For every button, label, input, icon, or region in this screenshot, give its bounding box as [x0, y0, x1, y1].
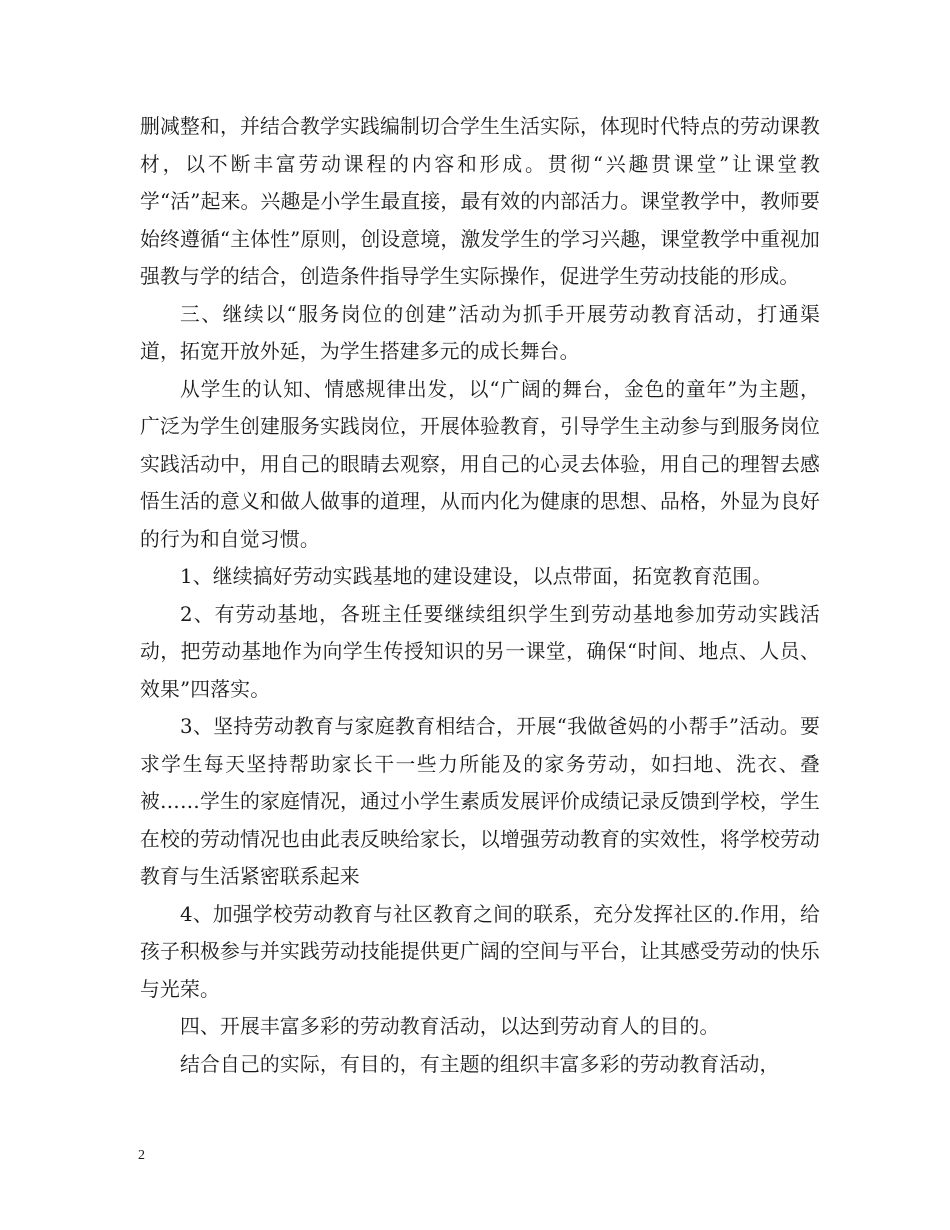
paragraph-section-four-body: 结合自己的实际，有目的，有主题的组织丰富多彩的劳动教育活动，	[180, 1052, 780, 1076]
paragraph-section-three-body: 从学生的认知、情感规律出发，以“广阔的舞台，金色的童年”为主题，广泛为学生创建服务实践岗位，开展体验教育，引导学生主动参与到服务岗位实践活动中，用自己的眼睛去观察，用自己的心灵去体验，用自己的理智去感悟生活的意义和做人做事的道理，从而内化为健康的思想、品格，外显为良好的行为和自觉习惯。	[140, 377, 820, 551]
paragraph-item-1: 1、继续搞好劳动实践基地的建设建设，以点带面，拓宽教育范围。	[180, 565, 773, 588]
paragraph-item-3: 3、坚持劳动教育与家庭教育相结合，开展“我做爸妈的小帮手”活动。要求学生每天坚持帮助家长干一些力所能及的家务劳动，如扫地、洗衣、叠被……学生的家庭情况，通过小学生素质发展评价成绩记录反馈到学校，学生在校的劳动情况也由此表反映给家长，以增强劳动教育的实效性，将学校劳动教育与生活紧密联系起来	[140, 715, 820, 888]
paragraph-item-2: 2、有劳动基地，各班主任要继续组织学生到劳动基地参加劳动实践活动，把劳动基地作为向学生传授知识的另一课堂，确保“时间、地点、人员、效果”四落实。	[140, 602, 820, 701]
page-number: 2	[138, 1148, 145, 1163]
paragraph-section-three-heading: 三、继续以“服务岗位的创建”活动为抓手开展劳动教育活动，打通渠道，拓宽开放外延，为学生搭建多元的成长舞台。	[140, 302, 820, 363]
paragraph-continued: 删减整和，并结合教学实践编制切合学生生活实际，体现时代特点的劳动课教材，以不断丰富劳动课程的内容和形成。贯彻“兴趣贯课堂”让课堂教学“活”起来。兴趣是小学生最直接，最有效的内部活力。课堂教学中，教师要始终遵循“主体性”原则，创设意境，激发学生的学习兴趣，课堂教学中重视加强教与学的结合，创造条件指导学生实际操作，促进学生劳动技能的形成。	[140, 115, 821, 288]
paragraph-item-4: 4、加强学校劳动教育与社区教育之间的联系，充分发挥社区的.作用，给孩子积极参与并实践劳动技能提供更广阔的空间与平台，让其感受劳动的快乐与光荣。	[140, 902, 820, 1001]
document-body	[140, 108, 820, 1083]
paragraph-section-four-heading: 四、开展丰富多彩的劳动教育活动，以达到劳动育人的目的。	[180, 1015, 720, 1038]
